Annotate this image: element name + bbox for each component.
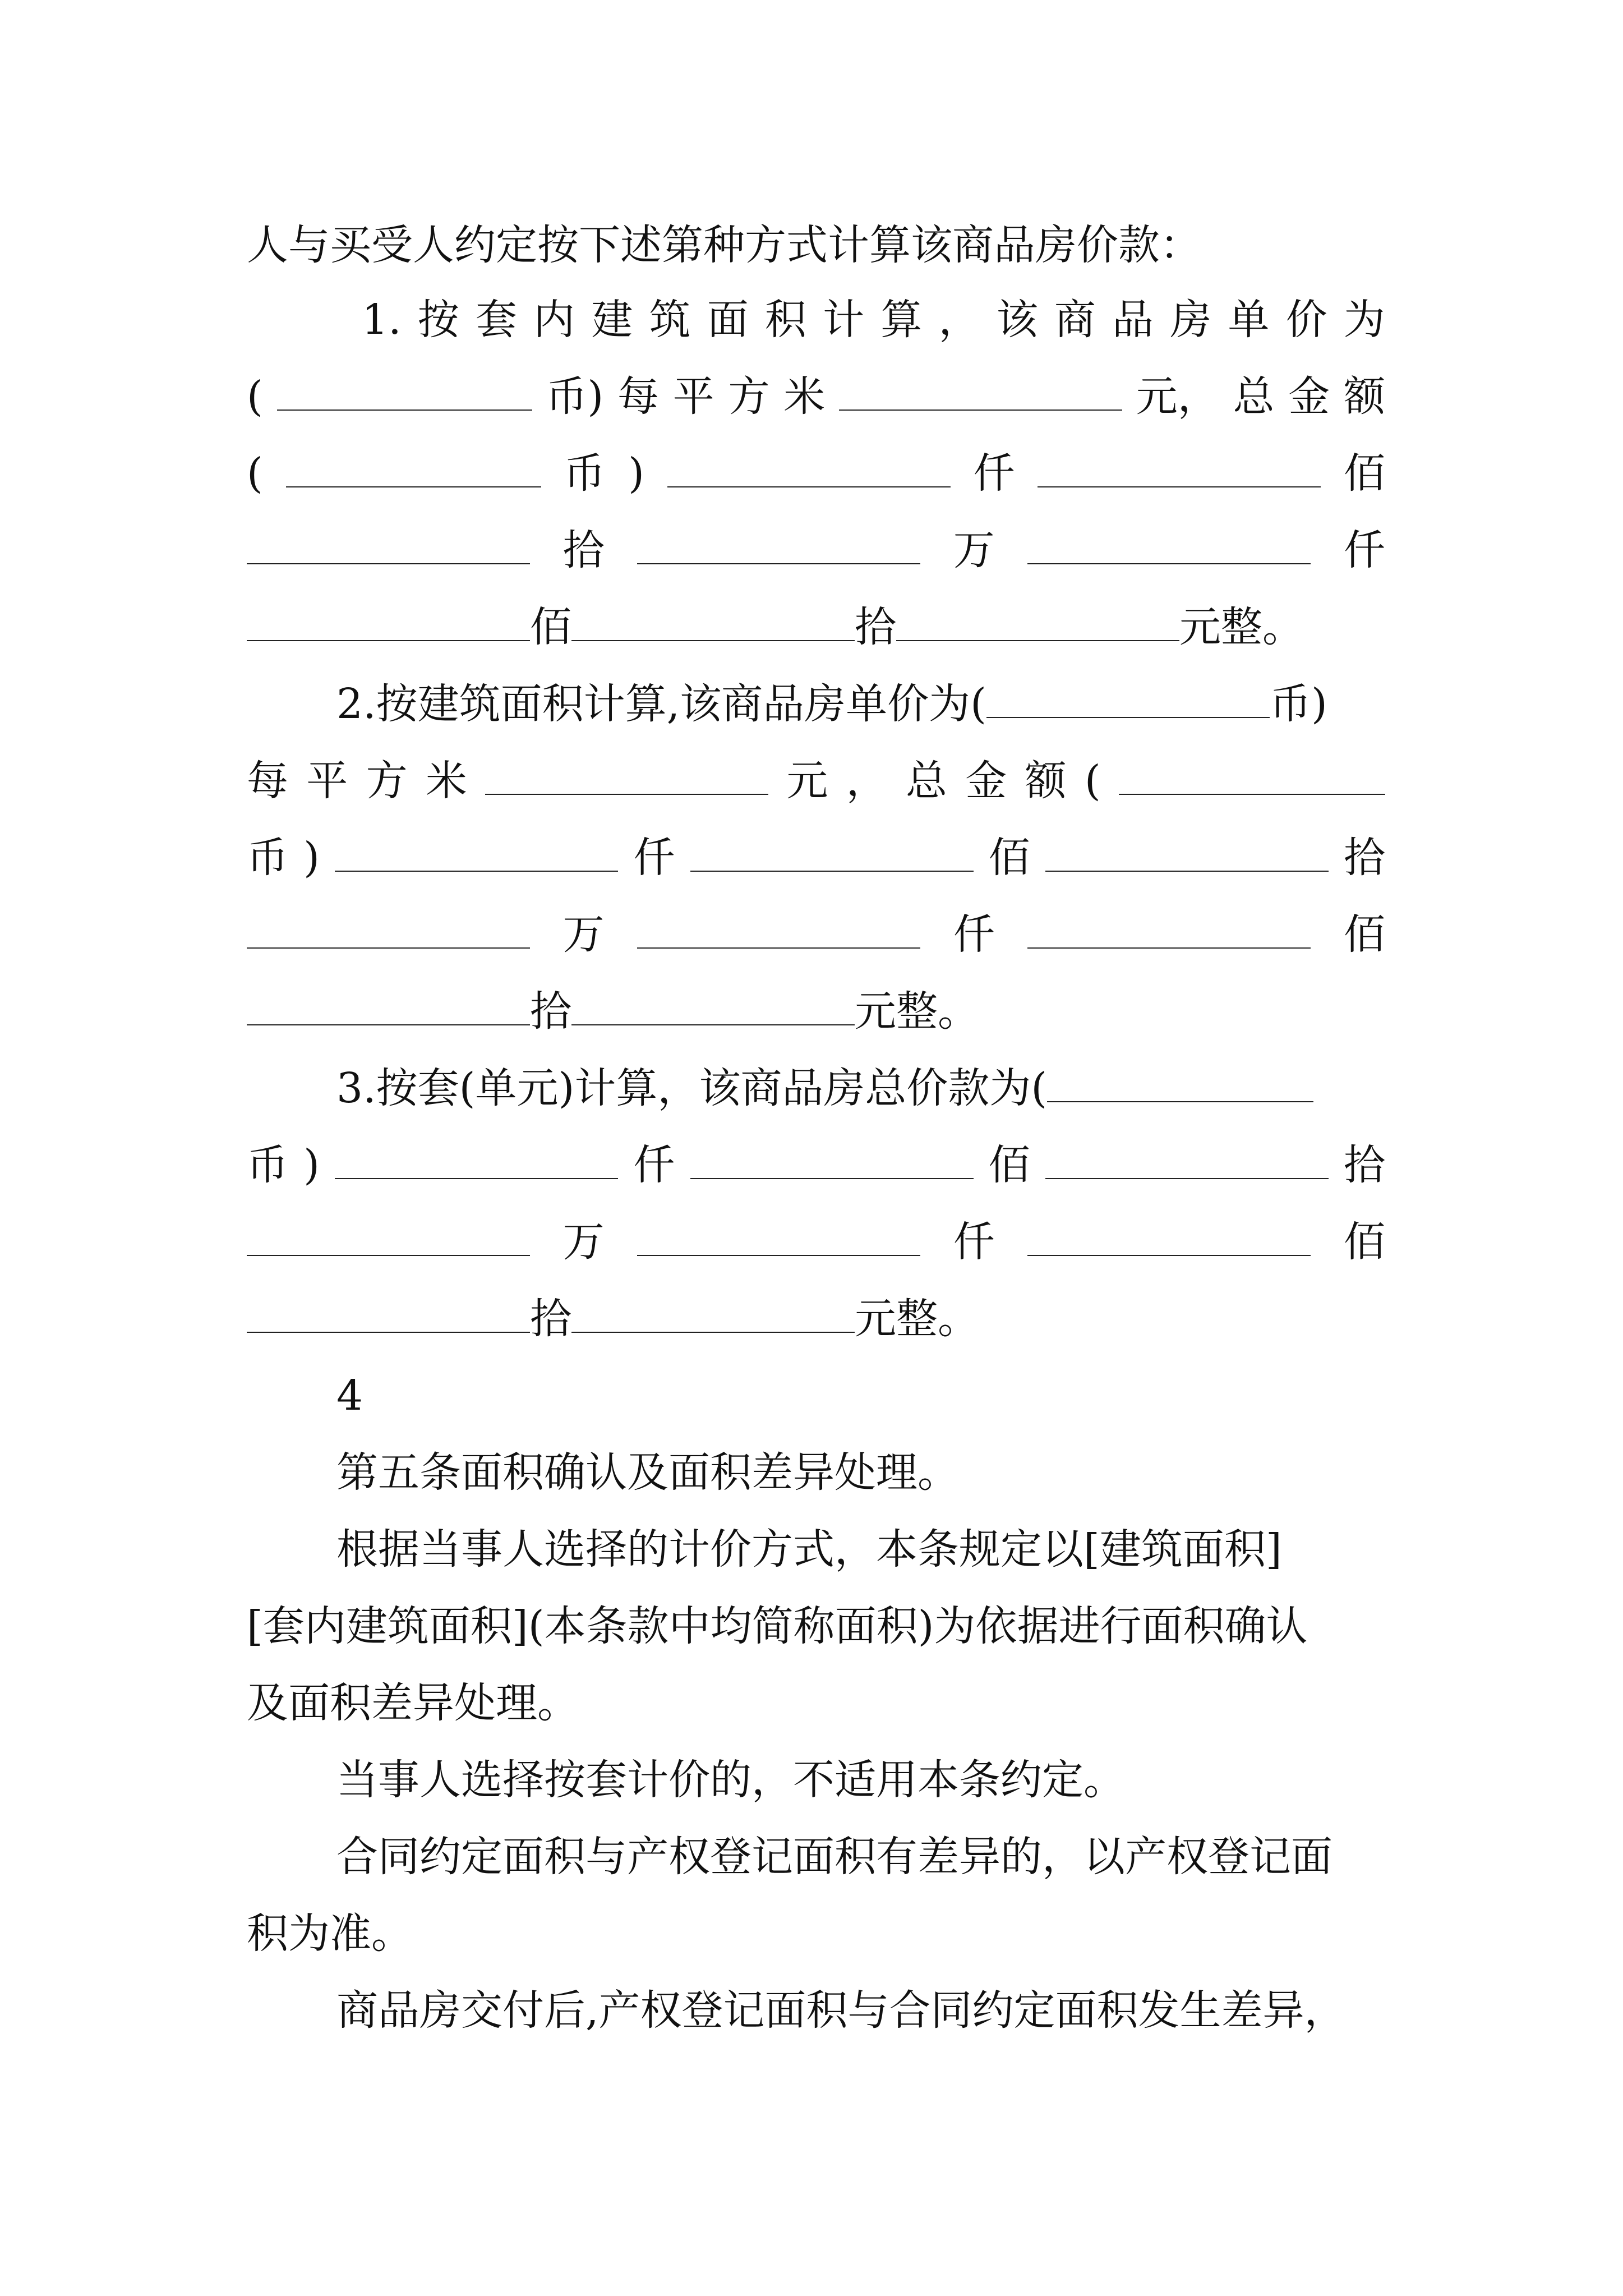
blank-field[interactable] — [637, 530, 920, 564]
text: 为 — [1343, 296, 1385, 344]
text: 佰 — [1343, 1218, 1385, 1266]
text: 仟 — [973, 449, 1015, 498]
clause-2-line-2 — [247, 750, 1385, 812]
clause-2-line-3 — [247, 827, 1385, 889]
text: 佰 — [1344, 449, 1385, 498]
paragraph-line — [336, 1749, 1385, 1811]
text: 2.按建筑面积计算,该商品房单价为( — [336, 680, 986, 728]
text: 金 — [965, 757, 1007, 805]
paragraph-line — [336, 1519, 1385, 1580]
blank-field[interactable] — [247, 530, 530, 564]
text: ( — [1084, 757, 1101, 805]
text: 积 — [764, 296, 806, 344]
text: 按 — [417, 296, 459, 344]
blank-field[interactable] — [690, 1144, 974, 1179]
text: 仟 — [633, 834, 675, 882]
text: 仟 — [953, 910, 995, 959]
blank-field[interactable] — [247, 914, 530, 949]
blank-field[interactable] — [1045, 837, 1329, 872]
clause-1-line-1 — [362, 289, 1385, 351]
text: 3.按套(单元)计算，该商品房总价款为( — [336, 1064, 1048, 1112]
blank-field[interactable] — [1027, 914, 1311, 949]
blank-field[interactable] — [247, 1221, 530, 1256]
blank-field[interactable] — [247, 606, 530, 641]
text: 拾 — [530, 1295, 571, 1343]
text: 商品房交付后,产权登记面积与合同约定面积发生差异， — [336, 1986, 1346, 2035]
text: 建 — [591, 296, 633, 344]
text: 拾 — [530, 987, 571, 1036]
paragraph-line — [247, 1595, 1385, 1657]
text: ( — [247, 449, 263, 498]
text: 佰 — [988, 1141, 1030, 1189]
text: 元整。 — [855, 987, 979, 1036]
text: ( — [247, 372, 263, 421]
text: 币) — [1270, 680, 1327, 728]
text: 面 — [707, 296, 749, 344]
blank-field[interactable] — [277, 376, 532, 411]
text: 当事人选择按套计价的，不适用本条约定。 — [336, 1756, 1125, 1804]
text: 元 — [786, 757, 828, 805]
text: 额 — [1025, 757, 1067, 805]
blank-field[interactable] — [839, 376, 1122, 411]
text: 仟 — [1343, 526, 1385, 574]
blank-field[interactable] — [667, 453, 951, 487]
text: 元， — [1136, 372, 1219, 421]
clause-3-line-3 — [247, 1211, 1385, 1273]
blank-field[interactable] — [1038, 453, 1321, 487]
text: ) — [628, 449, 644, 498]
text: 币) — [546, 372, 604, 421]
blank-field[interactable] — [1027, 530, 1311, 564]
text: [套内建筑面积](本条款中均简称面积)为依据进行面积确认 — [247, 1602, 1308, 1650]
text: 仟 — [953, 1218, 995, 1266]
text: 总 — [1233, 372, 1275, 421]
article-title — [336, 1442, 1385, 1503]
text: 方 — [366, 757, 408, 805]
text: 积为准。 — [247, 1910, 413, 1958]
blank-field[interactable] — [896, 606, 1179, 641]
text: 内 — [533, 296, 575, 344]
text: 平 — [672, 372, 714, 421]
paragraph-line — [247, 1672, 1385, 1734]
clause-1-line-2 — [247, 366, 1385, 427]
text: 元整。 — [855, 1295, 979, 1343]
blank-field[interactable] — [637, 1221, 920, 1256]
text: 单 — [1228, 296, 1270, 344]
text: 拾 — [855, 603, 896, 651]
text: 米 — [783, 372, 826, 421]
text: 4 — [336, 1372, 363, 1420]
text: 佰 — [530, 603, 571, 651]
text: 佰 — [988, 834, 1030, 882]
text: 筑 — [649, 296, 691, 344]
blank-field[interactable] — [1027, 1221, 1311, 1256]
blank-field[interactable] — [1119, 760, 1385, 795]
blank-field[interactable] — [286, 453, 541, 487]
text: 1. — [362, 296, 402, 344]
blank-field[interactable] — [637, 914, 920, 949]
text: 币 — [247, 1141, 288, 1189]
text: 该 — [996, 296, 1038, 344]
text: ， — [846, 757, 888, 805]
text-line — [247, 214, 1385, 276]
text: 拾 — [562, 526, 605, 574]
blank-field[interactable] — [571, 991, 855, 1025]
text: 套 — [475, 296, 517, 344]
blank-field[interactable] — [571, 606, 855, 641]
text: 及面积差异处理。 — [247, 1679, 579, 1727]
text: 元整。 — [1179, 603, 1304, 651]
text: 万 — [953, 526, 995, 574]
text: 万 — [562, 910, 605, 959]
clause-3-line-1 — [336, 1057, 1385, 1119]
blank-field[interactable] — [986, 683, 1270, 718]
clause-1-line-5 — [247, 596, 1385, 658]
text: 合同约定面积与产权登记面积有差异的，以产权登记面 — [336, 1833, 1332, 1881]
text: 房 — [1170, 296, 1212, 344]
page-number — [336, 1365, 1385, 1427]
text: 算 — [880, 296, 923, 344]
text: 计 — [823, 296, 865, 344]
blank-field[interactable] — [1045, 1144, 1329, 1179]
paragraph-line — [247, 1903, 1385, 1964]
clause-1-line-4 — [247, 519, 1385, 581]
clause-2-line-1 — [336, 673, 1385, 735]
blank-field[interactable] — [1047, 1068, 1313, 1102]
blank-field[interactable] — [690, 837, 974, 872]
text: 每 — [247, 757, 288, 805]
text: 米 — [425, 757, 467, 805]
text: 总 — [905, 757, 947, 805]
text: 人与买受人约定按下述第种方式计算该商品房价款： — [247, 221, 1201, 269]
clause-2-line-5 — [247, 981, 1385, 1042]
text: 价 — [1285, 296, 1327, 344]
text: 商 — [1054, 296, 1096, 344]
blank-field[interactable] — [485, 760, 768, 795]
text: ， — [938, 296, 980, 344]
blank-field[interactable] — [571, 1298, 855, 1333]
text: 佰 — [1343, 910, 1385, 959]
text: 金 — [1288, 372, 1330, 421]
text: 币 — [564, 449, 606, 498]
text: 品 — [1112, 296, 1154, 344]
text: 万 — [562, 1218, 605, 1266]
text: 方 — [728, 372, 770, 421]
clause-3-line-2 — [247, 1134, 1385, 1196]
text: 拾 — [1343, 834, 1385, 882]
text: ) — [303, 1141, 320, 1189]
text: 拾 — [1343, 1141, 1385, 1189]
text: 第五条面积确认及面积差异处理。 — [336, 1448, 959, 1497]
paragraph-line — [336, 1980, 1385, 2041]
text: 平 — [306, 757, 348, 805]
blank-field[interactable] — [247, 1298, 530, 1333]
text: 仟 — [633, 1141, 675, 1189]
clause-2-line-4 — [247, 904, 1385, 965]
text: 额 — [1344, 372, 1385, 421]
text: 币 — [247, 834, 288, 882]
clause-3-line-4 — [247, 1288, 1385, 1350]
paragraph-line — [336, 1826, 1385, 1888]
text: ) — [303, 834, 320, 882]
blank-field[interactable] — [335, 1144, 618, 1179]
clause-1-line-3 — [247, 443, 1385, 504]
text: 每 — [617, 372, 659, 421]
text: 根据当事人选择的计价方式，本条规定以[建筑面积] — [336, 1525, 1282, 1573]
blank-field[interactable] — [247, 991, 530, 1025]
blank-field[interactable] — [335, 837, 618, 872]
